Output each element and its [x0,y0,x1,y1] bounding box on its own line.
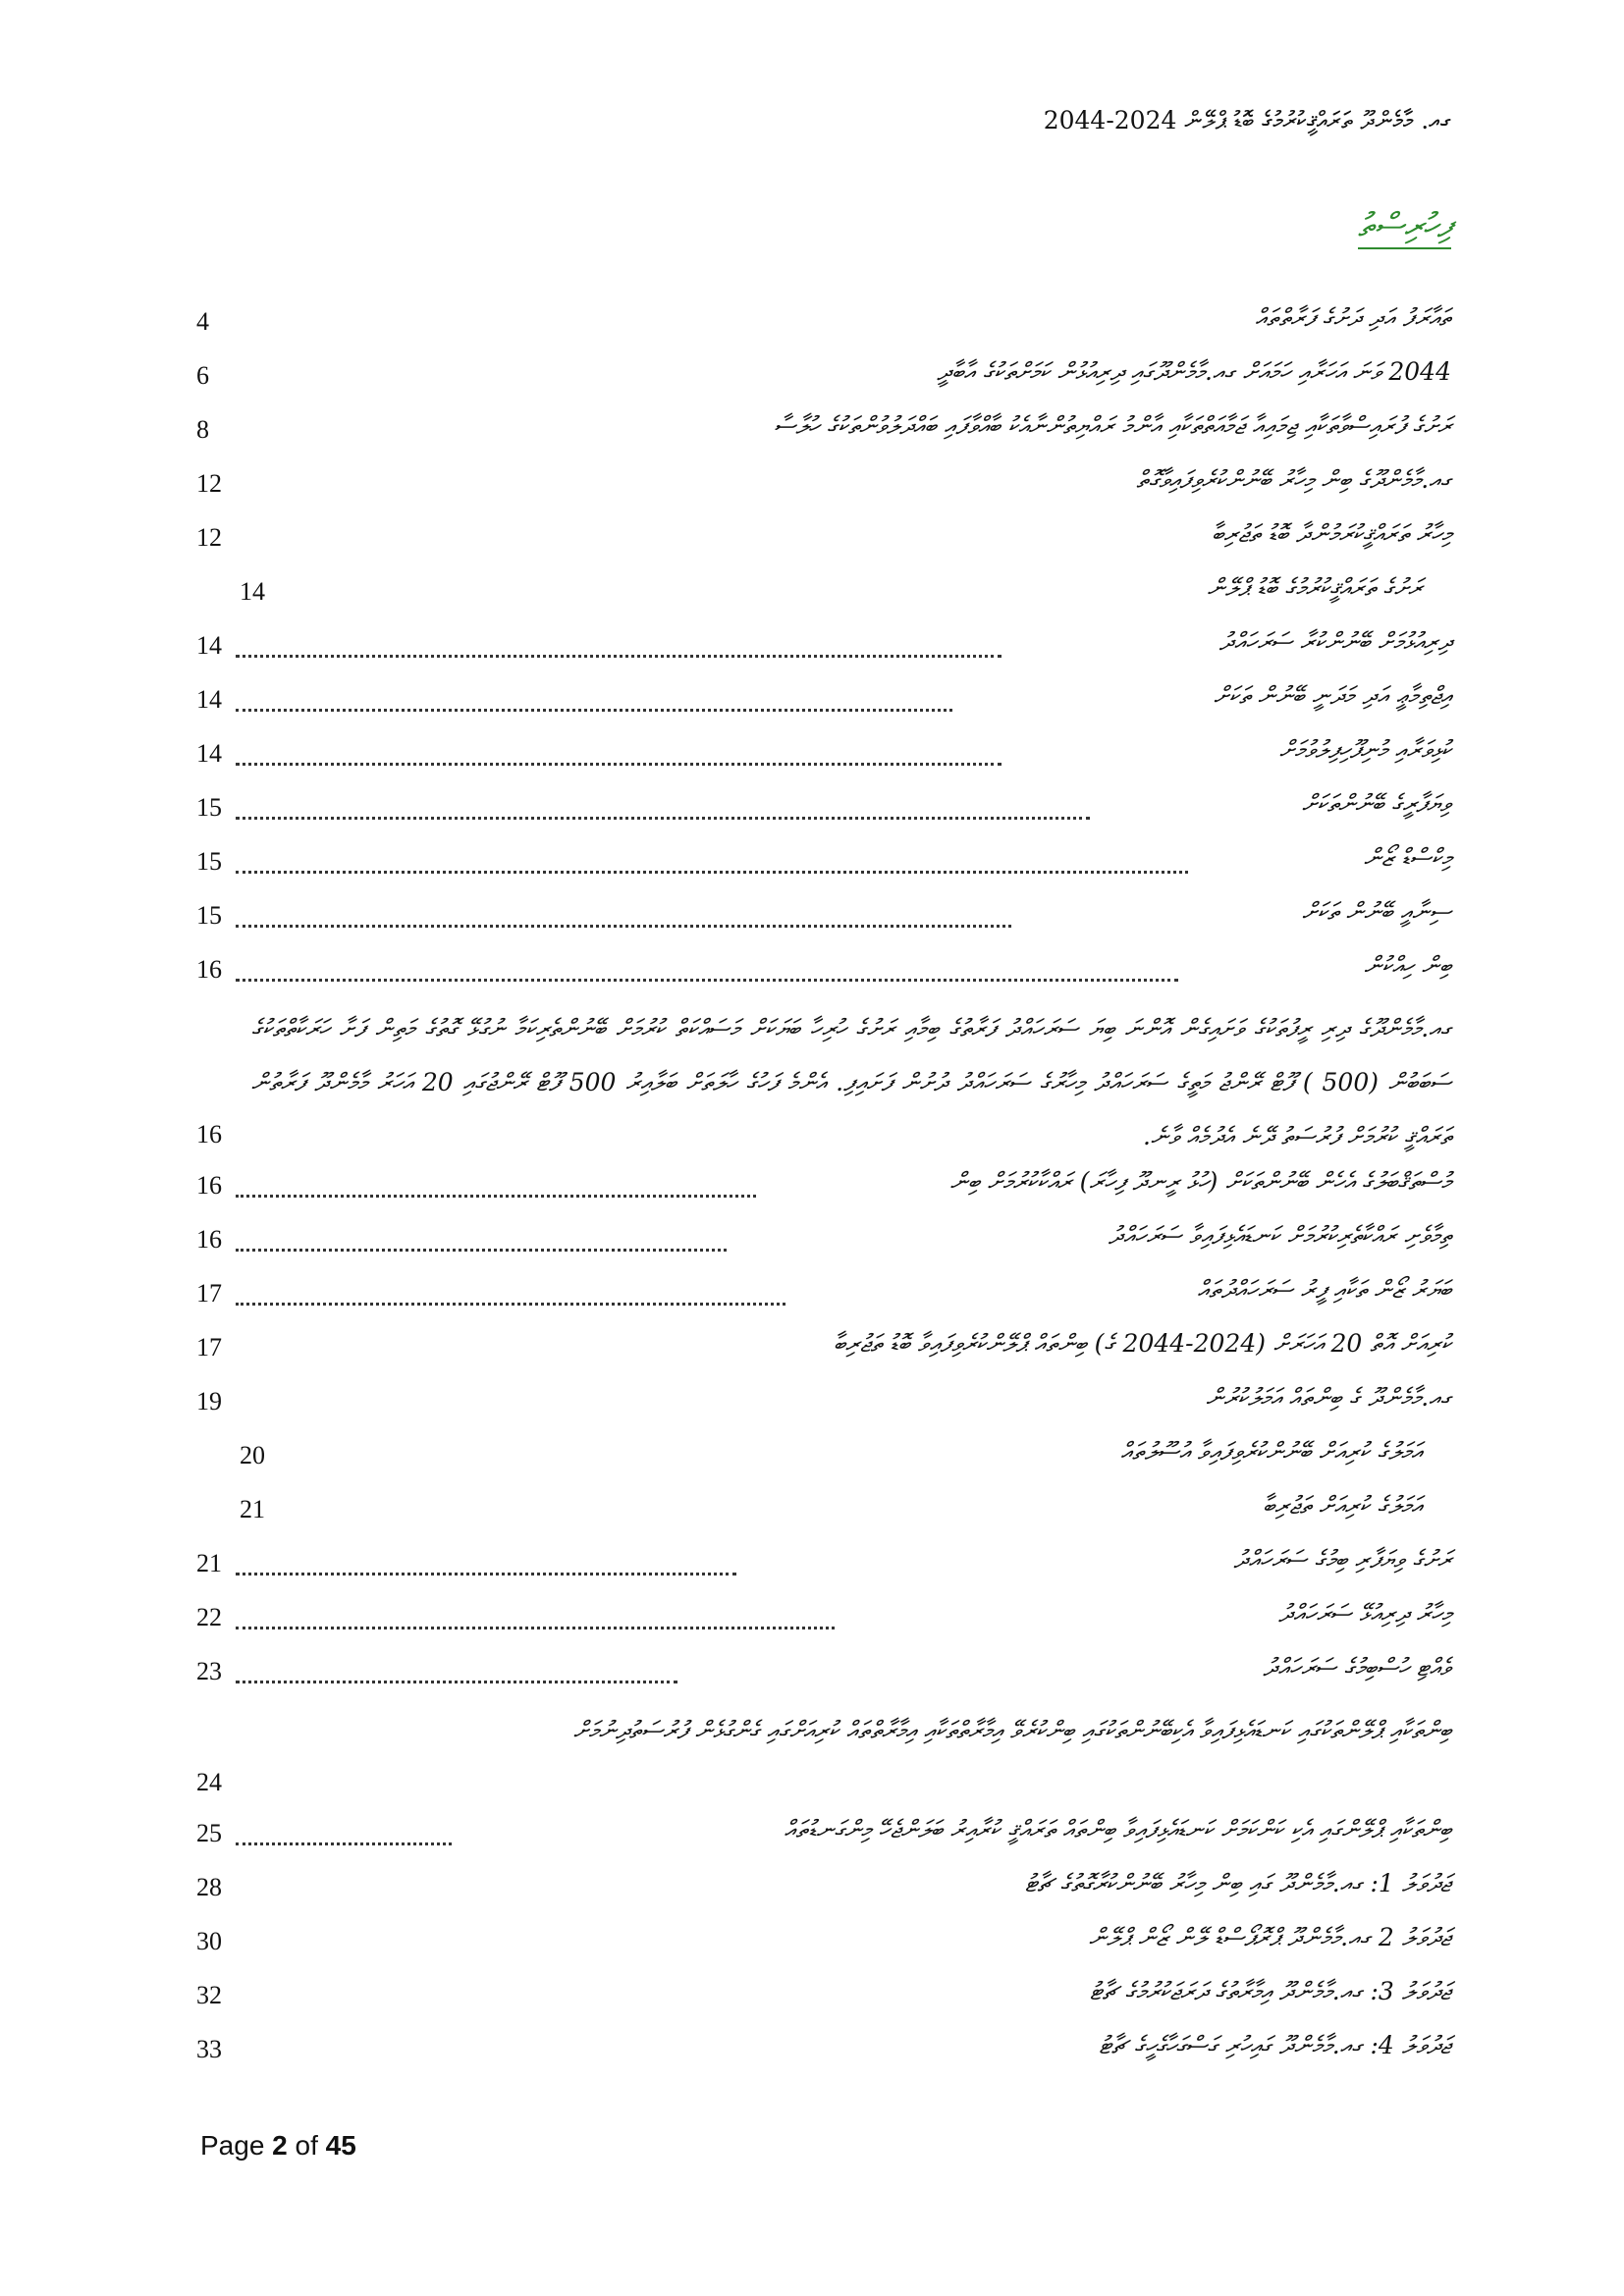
toc-page-number: 25 [196,1819,222,1847]
toc-entry-label: ދިރިއުޅުމަށް ބޭނުންކުރާ ސަރަހައްދު [1218,627,1451,656]
toc-entry[interactable] [196,1487,1451,1541]
toc-entry[interactable] [196,677,1451,731]
document-header: ގއ. މާމެންދޫ ތަރައްޤީކުރުމުގެ ބޮޑު ޕްލޭން 2024-2044 [1043,106,1451,134]
toc-entry[interactable] [196,1217,1451,1271]
toc-entry[interactable] [196,1811,1451,1865]
toc-leader-dots [236,1609,835,1629]
toc-leader-dots [236,745,1001,766]
toc-page-number: 23 [196,1657,222,1685]
toc-entry-label: ގއ.މާމެންދޫގެ ބިން މިހާރު ބޭނުންކުރެވިފައިވާގޮތް [1136,465,1451,494]
footer-current-page: 2 [272,2130,288,2161]
toc-entry-label: އަމަލުގެ ކުރިއަށް ތަޖުރިބާ [1263,1491,1422,1520]
toc-page-number: 15 [196,793,222,822]
toc-entry[interactable] [196,1919,1451,1973]
toc-entry[interactable] [196,569,1451,623]
toc-entry[interactable] [196,839,1451,893]
toc-page-number: 16 [196,1171,222,1200]
toc-entry-label: ބިންތަކާއި ޕްލޭންތަކުގައި ކަނޑައެޅިފައިވާ އެކިބޭނުންތަކުގައި ބިންކުރެވޭ އިމާރާތްތަކާއި އިމާރާތްތައް ކުރިއަށްގައި ގެންގުޅެން ފުރުސަތުދިނުމަށް [572,1716,1451,1744]
toc-entry-label: ރަށުގެ ވިޔަފާރި ބިމުގެ ސަރަހައްދު [1233,1545,1451,1574]
toc-entry-label: ތިމާވެށި ރައްކާތެރިކުރުމަށް ކަނޑައެޅިފައިވާ ސަރަހައްދު [1108,1221,1451,1250]
toc-page-number: 21 [196,1549,222,1577]
toc-page-number: 14 [240,577,265,606]
toc-leader-dots [236,853,1188,874]
toc-entry[interactable] [196,947,1451,1001]
toc-entry[interactable] [196,893,1451,947]
toc-title: ފިހުރިސްތު [1358,206,1451,249]
toc-page-number: 14 [196,685,222,714]
toc-entry[interactable] [196,1649,1451,1703]
toc-page-number: 8 [196,415,209,444]
toc-entry-label: ބިން ހިއްކުން [1364,951,1451,980]
toc-entry-label: ޖަދުވަލު 3: ގއ.މާމެންދޫ އިމާރާތުގެ ދަރަޖަކުރުމުގެ ޗާޓު [1089,1977,1451,2005]
toc-leader-dots [236,1663,677,1683]
toc-entry[interactable] [196,461,1451,515]
toc-entry-label: ޖަދުވަލު 1: ގއ.މާމެންދޫ ގައި ބިން މިހާރު ބޭނުންކުރާގޮތުގެ ޗާޓު [1024,1869,1451,1897]
toc-page-number: 6 [196,361,209,390]
toc-entry[interactable] [196,1595,1451,1649]
toc-page-number: 16 [196,1120,222,1148]
toc-page-number: 33 [196,2035,222,2063]
toc-page-number: 17 [196,1279,222,1308]
toc-page-number: 32 [196,1981,222,2009]
toc-leader-dots [236,1555,736,1575]
toc-entry[interactable] [196,407,1451,461]
toc-leader-dots [236,907,1011,928]
toc-page-number: 22 [196,1603,222,1631]
toc-entry-label: ކުރިއަށް އޮތް 20 އަހަރަށް (2024-2044 ގެ) ބިންތައް ޕްލޭންކުރެވިފައިވާ ބޮޑު ތަޖުރިބާ [833,1329,1451,1358]
toc-page-number: 28 [196,1873,222,1901]
toc-page-number: 20 [240,1441,265,1469]
toc-leader-dots [236,1231,727,1252]
toc-entry-label: ޖަދުވަލު 4: ގއ.މާމެންދޫ ގައިހުރި ގަސްގަހާގެހީގެ ޗާޓު [1099,2031,1451,2059]
toc-leader-dots [236,1285,785,1306]
footer-middle: of [287,2130,326,2161]
table-of-contents [196,299,1451,2081]
toc-entry[interactable] [196,1325,1451,1379]
toc-page-number: 24 [196,1768,222,1796]
toc-entry-label: ކުޅިވަރާއި މުނިފޫހިފިލުވުމަށް [1278,735,1451,764]
toc-page-number: 15 [196,901,222,930]
toc-entry[interactable] [196,1433,1451,1487]
toc-entry[interactable] [196,1271,1451,1325]
toc-entry-label: ބަޔަރު ޒޯން ތަކާއި ފީރު ސަރަހައްދުތައް [1197,1275,1451,1304]
toc-entry-label: ތައާރަފު އަދި ދަށުގެ ފަރާތްތައް [1255,303,1451,332]
footer-total-pages: 45 [325,2130,356,2161]
toc-entry[interactable] [196,299,1451,353]
toc-page-number: 14 [196,631,222,660]
toc-entry[interactable] [196,1163,1451,1217]
toc-page-number: 16 [196,955,222,984]
toc-page-number: 14 [196,739,222,768]
toc-leader-dots [236,637,1001,658]
toc-entry-label: ޖަދުވަލު 2 ގއ.މާމެންދޫ ޕްރޮޕޯސްޑް ލޭން ޒޯން ޕްލޭން [1088,1923,1451,1951]
toc-page-number: 15 [196,847,222,876]
toc-entry[interactable] [196,731,1451,785]
toc-entry[interactable] [196,1379,1451,1433]
toc-entry-label: ވިޔަފާރީގެ ބޭނުންތަކަށް [1301,789,1451,818]
toc-entry-label: އިޖްތިމާޢީ އަދި މަދަނީ ބޭނުން ތަކަށް [1214,681,1451,710]
toc-leader-dots [236,691,952,712]
toc-page-number: 4 [196,307,209,336]
toc-entry-label: ވެއްޓި ހުސްބިމުގެ ސަރަހައްދު [1263,1653,1451,1682]
footer-prefix: Page [200,2130,273,2161]
toc-entry-label: ގއ.މާމެންދޫ ގެ ބިންތައް އަމަލުކުރުން [1206,1383,1451,1412]
toc-entry-label: ރަށުގެ ތަރައްޤީކުރުމުގެ ބޮޑު ޕްލޭން [1207,573,1422,602]
toc-wrapped-entry[interactable] [196,1703,1451,1811]
toc-entry[interactable] [196,1865,1451,1919]
toc-entry-label: ސިނާއީ ބޭނުން ތަކަށް [1302,897,1451,926]
toc-entry[interactable] [196,785,1451,839]
toc-entry-label: މިހާރު ތަރައްޤީކުރަމުންދާ ބޮޑު ތަޖުރިބާ [1212,519,1451,548]
toc-page-number: 30 [196,1927,222,1955]
toc-entry-label: 2044 ވަނަ އަހަރާއި ހަމައަށް ގއ.މާމެންދޫގައި ދިރިއުޅުން ކަމަށްތަކުގެ އާބާދީ [937,357,1451,386]
toc-leader-dots [236,1177,756,1198]
toc-entry[interactable] [196,1973,1451,2027]
toc-leader-dots [236,961,1178,982]
toc-entry-label: ބިންތަކާއި ޕްލޭންގައި އެކި ކަންކަމަށް ކަނޑައެޅިފައިވާ ބިންތައް ތަރައްޤީ ކުރާއިރު ބަލަންޖެހޭ މިންގަނޑުތައް [784,1815,1451,1843]
toc-entry[interactable] [196,515,1451,569]
toc-paragraph-text: ގއ.މާމެންދޫގެ ދިރި ރީފުތަކުގެ ވަށައިގެން އޮންނަ ބިޔަ ސަރަހައްދު ފަރާތުގެ ބިމާއި ރަށުގެ ހުރިހާ ބަޔަކަށް މަސައްކަތް ކުރުމަށް ބޭނުންތެރިކަމާ ނުގުޅޭ ގޮތުގެ މަތިން ފަށާ ހަރަކާތްތަކުގެ ސަބަބުން (500 ) ފޫޓް ރޭންޖު މަތީގެ ސަރަހައްދު މިހާރުގެ ސަރަހައްދު ދުށުން ފަށައިފި. އެންމެ ފަހުގެ ހާލަތަށް ބަލާއިރު 500 ފޫޓް ރޭންޖުގައި 20 އަހަރު މާމެންދޫ ފަރާތުން ތަރައްޤީ ކުރުމަށް ފުރުސަތު ދޭނެ އެދުމެއް ވާނެ. [251,1014,1451,1150]
toc-leader-dots [236,1825,452,1845]
toc-entry[interactable] [196,1541,1451,1595]
toc-entry[interactable] [196,623,1451,677]
toc-page-number: 12 [196,469,222,498]
toc-page-number: 12 [196,523,222,552]
toc-entry-label: މުސްތަޤްބަލުގެ އެހެން ބޭނުންތަކަށް (ހުޅު ރީނދޫ ފިހާރަ) ރައްކާކުރުމަށް ބިން [949,1167,1451,1196]
page-footer [200,2130,356,2162]
toc-entry-label: މިހާރު ދިރިއުޅޭ ސަރަހައްދު [1278,1599,1451,1628]
toc-entry-label: އަމަލުގެ ކުރިއަށް ބޭނުންކުރެވިފައިވާ އުސޫލުތައް [1120,1437,1422,1466]
toc-page-number: 16 [196,1225,222,1254]
toc-page-number: 17 [196,1333,222,1362]
toc-entry[interactable] [196,353,1451,407]
toc-page-number: 19 [196,1387,222,1415]
toc-paragraph-entry[interactable] [196,1001,1451,1163]
toc-entry-label: ރަށުގެ ފުރައިސްވާތަކާއި ޖިމައިއާ ޖަމާއަތްތަކާއި އާންމު ރައްޔިތުންނާއެކު ބާއްވާފައި ބައްދަލުވުންތަކުގެ ހުލާސާ [774,411,1451,440]
toc-leader-dots [236,799,1090,820]
toc-entry[interactable] [196,2027,1451,2081]
toc-entry-label: މިކްސްޑް ޒޯން [1363,843,1451,872]
toc-page-number: 21 [240,1495,265,1523]
